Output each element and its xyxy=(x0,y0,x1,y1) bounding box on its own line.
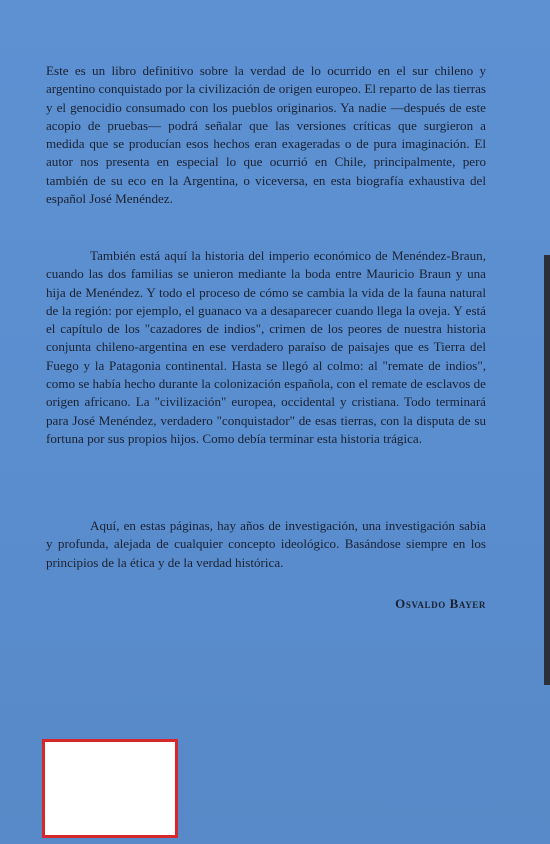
blurb-paragraph-2: También está aquí la historia del imperio económico de Menéndez-Braun, cuando las dos familias se unieron mediante la boda entre Mauricio Braun y una hija de Menéndez. Y todo el proceso de cómo se cambia la vida de la fauna natural de la región: por ejemplo, el guanaco va a desaparecer cuando llega la oveja. Y está el capítulo de los "cazadores de indios", crimen de los peores de nuestra historia conjunta chileno-argentina en ese verdadero paraíso de paisajes que es Tierra del Fuego y la Patagonia continental. Hasta se llegó al colmo: al "remate de indios", como se había hecho durante la colonización española, con el remate de esclavos de origen africano. La "civilización" europea, occidental y cristiana. Todo terminará para José Menéndez, verdadero "conquistador" de esas tierras, con la disputa de su fortuna por sus propios hijos. Como debía terminar esta historia trágica. xyxy=(46,248,486,446)
spine-edge xyxy=(544,255,550,685)
author-signature: Osvaldo Bayer xyxy=(395,596,486,611)
blurb-paragraph-1: Este es un libro definitivo sobre la verdad de lo ocurrido en el sur chileno y argentino conquistado por la civilización de origen europeo. El reparto de las tierras y el genocidio consumado con los pueblos originarios. Ya nadie —después de este acopio de pruebas— podrá señalar que las versiones críticas que surgieron a medida que se producían esos hechos eran exageradas o de pura imaginación. El autor nos presenta en especial lo que ocurrió en Chile, principalmente, pero también de su eco en la Argentina, o viceversa, en esta biografía exhaustiva del español José Menéndez. xyxy=(46,63,486,207)
barcode-placeholder xyxy=(42,739,178,838)
blurb-paragraph-3: Aquí, en estas páginas, hay años de investigación, una investigación sabia y profunda, alejada de cualquier concepto ideológico. Basándose siempre en los principios de la ética y de la verdad histórica. xyxy=(46,518,486,570)
